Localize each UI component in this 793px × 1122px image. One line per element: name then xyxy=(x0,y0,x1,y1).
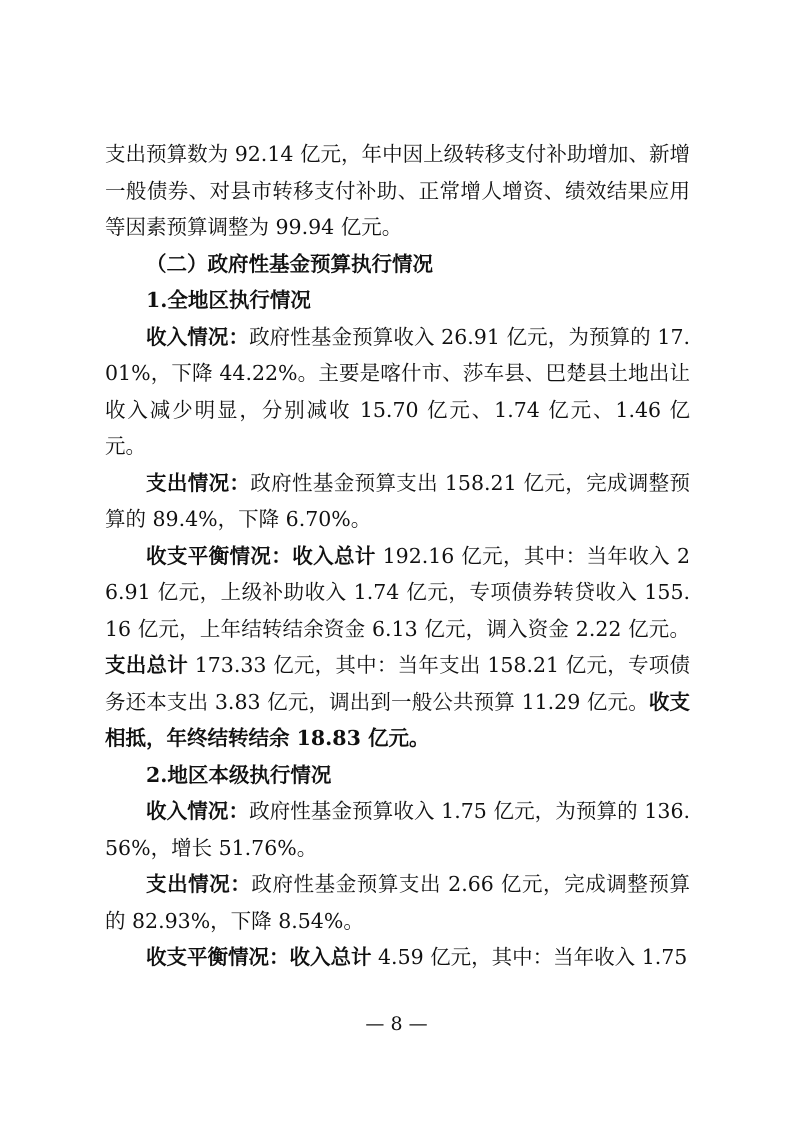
paragraph-local-expense xyxy=(105,866,690,939)
paragraph-region-expense xyxy=(105,465,690,538)
balance-text: 4.59 亿元，其中：当年收入 1.75 xyxy=(371,945,688,969)
balance-label: 收支平衡情况： xyxy=(146,543,293,568)
paragraph-region-balance xyxy=(105,538,690,757)
paragraph-local-balance xyxy=(105,939,690,976)
expense-text: 政府性基金预算支出 2.66 亿元，完成调整预算的 82.93%，下降 8.54%。 xyxy=(105,872,691,933)
income-label: 收入情况： xyxy=(146,324,250,349)
expense-text: 政府性基金预算支出 158.21 亿元，完成调整预算的 89.4%，下降 6.70%。 xyxy=(105,470,691,531)
section-heading: （二）政府性基金预算执行情况 xyxy=(146,251,433,276)
paragraph-text: 支出预算数为 92.14 亿元，年中因上级转移支付补助增加、新增一般债券、对县市转移支付补助、正常增人增资、绩效结果应用等因素预算调整为 99.94 亿元。 xyxy=(105,142,690,239)
paragraph-region-income xyxy=(105,319,690,465)
page-number: — 8 — xyxy=(365,1013,428,1035)
subsection-heading-1: 1.全地区执行情况 xyxy=(146,288,311,312)
income-label: 收入情况： xyxy=(146,799,250,823)
income-text: 政府性基金预算收入 26.91 亿元，为预算的 17.01%，下降 44.22%。主要是喀什市、莎车县、巴楚县土地出让收入减少明显，分别减收 15.70 亿元、1.74 亿元、1.46 亿元。 xyxy=(105,324,691,458)
expense-label: 支出情况： xyxy=(146,872,252,896)
paragraph-budget-adjustment xyxy=(105,136,690,246)
subsection-heading-2: 2.地区本级执行情况 xyxy=(146,762,332,787)
total-income-label: 收入总计 xyxy=(289,945,372,969)
balance-text-income: 192.16 亿元，其中：当年收入 26.91 亿元，上级补助收入 1.74 亿元，专项债券转贷收入 155.16 亿元，上年结转结余资金 6.13 亿元，调入资金 2.22 亿元。 xyxy=(105,543,691,641)
total-expense-label: 支出总计 xyxy=(105,653,188,677)
income-text: 政府性基金预算收入 1.75 亿元，为预算的 136.56%，增长 51.76%。 xyxy=(105,799,691,860)
expense-label: 支出情况： xyxy=(146,470,251,495)
balance-label: 收支平衡情况： xyxy=(146,945,290,969)
total-income-label: 收入总计 xyxy=(292,543,376,568)
page-content xyxy=(105,136,690,976)
balance-text-expense: 173.33 亿元，其中：当年支出 158.21 亿元，专项债务还本支出 3.83 亿元，调出到一般公共预算 11.29 亿元。 xyxy=(105,653,690,714)
paragraph-local-income xyxy=(105,793,690,866)
balance-conclusion: 收支相抵，年终结转结余 18.83 亿元。 xyxy=(105,689,691,750)
